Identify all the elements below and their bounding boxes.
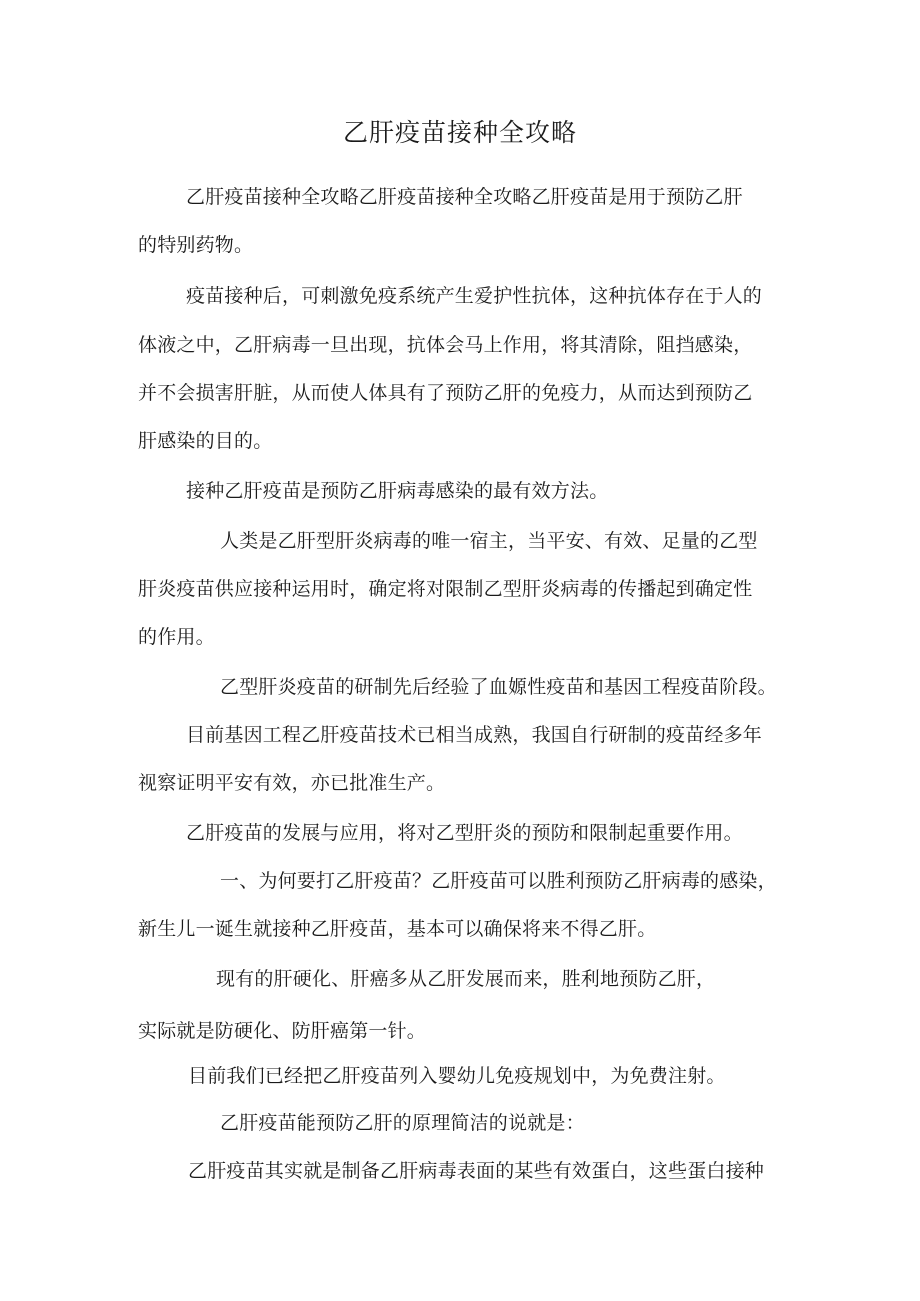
paragraph-line: 新生儿一诞生就接种乙肝疫苗，基本可以确保将来不得乙肝。 xyxy=(138,918,657,940)
paragraph-line: 体液之中，乙肝病毒一旦出现，抗体会马上作用，将其清除，阻挡感染， xyxy=(138,334,753,356)
paragraph-line: 乙肝疫苗接种全攻略乙肝疫苗接种全攻略乙肝疫苗是用于预防乙肝 xyxy=(186,186,743,208)
paragraph-line: 乙肝疫苗其实就是制备乙肝病毒表面的某些有效蛋白，这些蛋白接种 xyxy=(188,1160,765,1182)
paragraph-line: 目前我们已经把乙肝疫苗列入婴幼儿免疫规划中，为免费注射。 xyxy=(188,1065,726,1087)
paragraph-line: 接种乙肝疫苗是预防乙肝病毒感染的最有效方法。 xyxy=(186,480,609,502)
paragraph-line: 的作用。 xyxy=(138,626,215,648)
paragraph-line: 的特别药物。 xyxy=(138,234,254,256)
paragraph-line: 疫苗接种后，可刺激免疫系统产生爱护性抗体，这种抗体存在于人的 xyxy=(186,285,763,307)
paragraph-line: 乙肝疫苗的发展与应用，将对乙型肝炎的预防和限制起重要作用。 xyxy=(186,822,743,844)
paragraph-line: 肝感染的目的。 xyxy=(138,430,273,452)
paragraph-line: 目前基因工程乙肝疫苗技术已相当成熟，我国自行研制的疫苗经多年 xyxy=(186,724,763,746)
paragraph-line: 乙型肝炎疫苗的研制先后经验了血嫄性疫苗和基因工程疫苗阶段。 xyxy=(220,676,777,698)
paragraph-line: 一、为何要打乙肝疫苗？乙肝疫苗可以胜利预防乙肝病毒的感染， xyxy=(220,870,777,892)
paragraph-line: 实际就是防硬化、防肝癌第一针。 xyxy=(138,1020,427,1042)
paragraph-line: 并不会损害肝脏，从而使人体具有了预防乙肝的免疫力，从而达到预防乙 xyxy=(138,382,753,404)
paragraph-line: 肝炎疫苗供应接种运用时，确定将对限制乙型肝炎病毒的传播起到确定性 xyxy=(138,578,753,600)
paragraph-line: 现有的肝硬化、肝癌多从乙肝发展而来，胜利地预防乙肝， xyxy=(216,968,716,990)
document-title: 乙肝疫苗接种全攻略 xyxy=(342,118,577,147)
paragraph-line: 视察证明平安有效，亦已批准生产。 xyxy=(138,772,446,794)
paragraph-line: 人类是乙肝型肝炎病毒的唯一宿主，当平安、有效、足量的乙型 xyxy=(220,530,758,552)
paragraph-line: 乙肝疫苗能预防乙肝的原理简洁的说就是： xyxy=(220,1112,585,1134)
